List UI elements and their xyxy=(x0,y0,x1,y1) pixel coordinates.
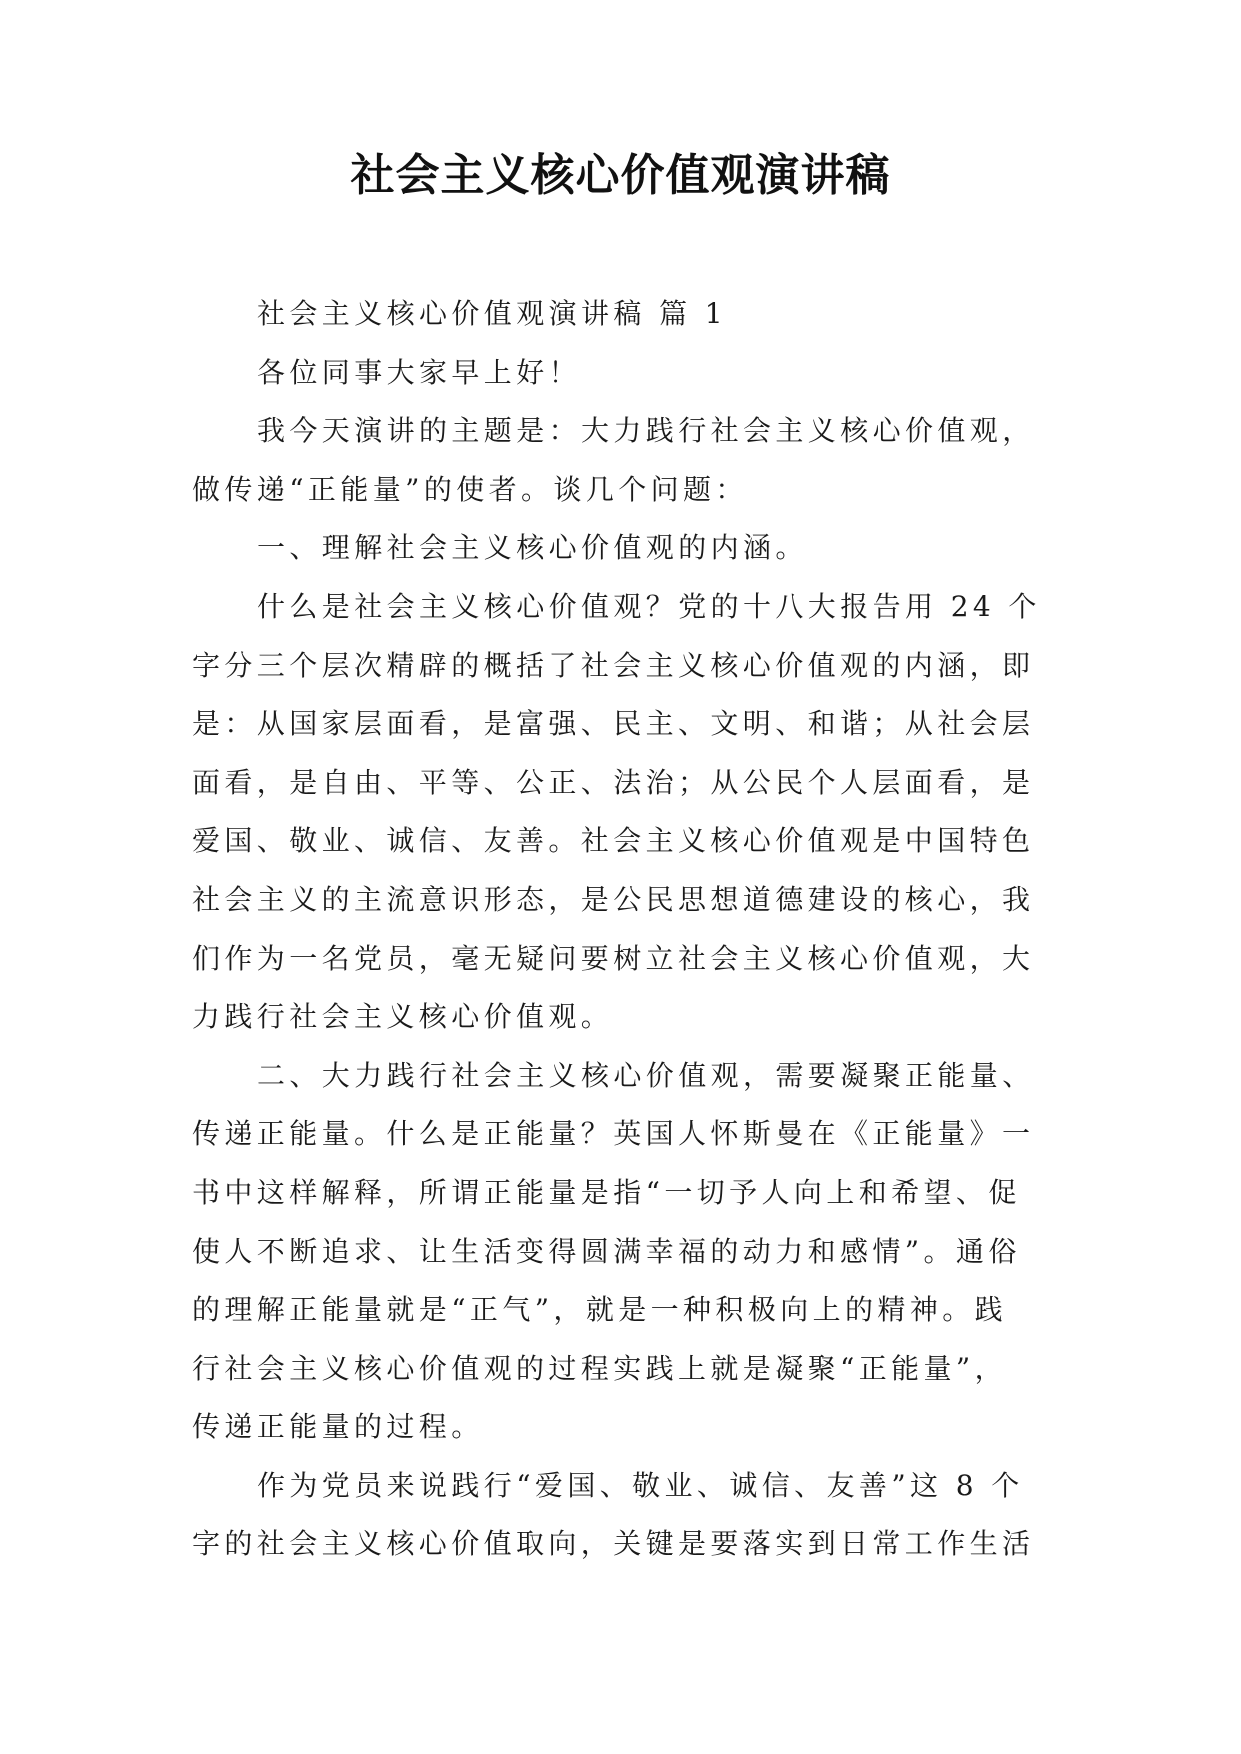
text-line: 的理解正能量就是“正气”，就是一种积极向上的精神。践 xyxy=(192,1293,1008,1327)
text-line: 使人不断追求、让生活变得圆满幸福的动力和感情”。通俗 xyxy=(192,1234,1021,1268)
document-title: 社会主义核心价值观演讲稿 xyxy=(350,150,891,201)
text-line: 做传递“正能量”的使者。谈几个问题： xyxy=(192,472,748,506)
text-line: 字分三个层次精辟的概括了社会主义核心价值观的内涵，即 xyxy=(192,648,1035,682)
text-line: 作为党员来说践行“爱国、敬业、诚信、友善”这 8 个 xyxy=(257,1468,1024,1502)
text-line: 力践行社会主义核心价值观。 xyxy=(192,1000,614,1034)
text-line: 字的社会主义核心价值取向，关键是要落实到日常工作生活 xyxy=(192,1527,1035,1561)
text-line: 书中这样解释，所谓正能量是指“一切予人向上和希望、促 xyxy=(192,1175,1021,1209)
text-line: 是：从国家层面看，是富强、民主、文明、和谐；从社会层 xyxy=(192,707,1035,741)
text-line: 各位同事大家早上好！ xyxy=(257,355,582,389)
text-line: 我今天演讲的主题是：大力践行社会主义核心价值观， xyxy=(257,414,1035,448)
text-line: 爱国、敬业、诚信、友善。社会主义核心价值观是中国特色 xyxy=(192,824,1035,858)
text-line: 一、理解社会主义核心价值观的内涵。 xyxy=(257,531,808,565)
text-line: 行社会主义核心价值观的过程实践上就是凝聚“正能量”， xyxy=(192,1351,1008,1385)
text-line: 传递正能量。什么是正能量？英国人怀斯曼在《正能量》一 xyxy=(192,1117,1035,1151)
text-line: 面看，是自由、平等、公正、法治；从公民个人层面看，是 xyxy=(192,765,1035,799)
text-line: 什么是社会主义核心价值观？党的十八大报告用 24 个 xyxy=(257,589,1041,623)
text-line: 社会主义的主流意识形态，是公民思想道德建设的核心，我 xyxy=(192,882,1035,916)
document-body xyxy=(192,285,1052,1574)
text-line: 传递正能量的过程。 xyxy=(192,1410,484,1444)
text-line: 社会主义核心价值观演讲稿 篇 1 xyxy=(257,297,728,330)
text-line: 们作为一名党员，毫无疑问要树立社会主义核心价值观，大 xyxy=(192,941,1035,975)
text-line: 二、大力践行社会主义核心价值观，需要凝聚正能量、 xyxy=(257,1058,1035,1092)
